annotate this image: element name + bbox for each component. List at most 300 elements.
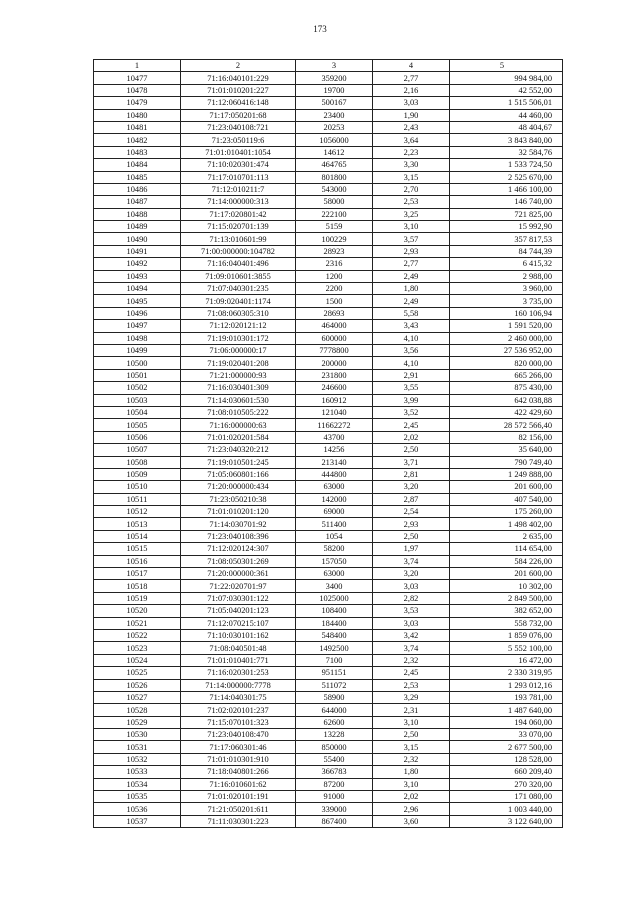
row-number-cell: 10486 <box>94 183 181 195</box>
rate-cell: 2,02 <box>373 431 450 443</box>
rate-cell: 2,45 <box>373 419 450 431</box>
area-cell: 200000 <box>296 357 373 369</box>
table-row <box>94 134 563 146</box>
area-cell: 43700 <box>296 431 373 443</box>
row-number-cell: 10503 <box>94 394 181 406</box>
cadastral-number-cell: 71:13:010601:99 <box>181 233 296 245</box>
row-number-cell: 10502 <box>94 382 181 394</box>
area-cell: 359200 <box>296 72 373 84</box>
row-number-cell: 10531 <box>94 741 181 753</box>
cadastral-number-cell: 71:14:040301:75 <box>181 691 296 703</box>
table-row <box>94 741 563 753</box>
row-number-cell: 10524 <box>94 654 181 666</box>
cadastral-number-cell: 71:23:040108:396 <box>181 530 296 542</box>
table-row <box>94 320 563 332</box>
value-cell: 175 260,00 <box>450 506 563 518</box>
rate-cell: 3,74 <box>373 642 450 654</box>
area-cell: 366783 <box>296 766 373 778</box>
cadastral-number-cell: 71:16:040401:496 <box>181 258 296 270</box>
area-cell: 1500 <box>296 295 373 307</box>
cadastral-number-cell: 71:21:000000:93 <box>181 369 296 381</box>
table-row <box>94 456 563 468</box>
table-body <box>94 72 563 828</box>
value-cell: 357 817,53 <box>450 233 563 245</box>
row-number-cell: 10517 <box>94 568 181 580</box>
rate-cell: 2,02 <box>373 791 450 803</box>
row-number-cell: 10528 <box>94 704 181 716</box>
area-cell: 511400 <box>296 518 373 530</box>
table-row <box>94 159 563 171</box>
cadastral-number-cell: 71:20:000000:434 <box>181 481 296 493</box>
cadastral-number-cell: 71:15:070101:323 <box>181 716 296 728</box>
cadastral-number-cell: 71:23:050119:6 <box>181 134 296 146</box>
row-number-cell: 10508 <box>94 456 181 468</box>
rate-cell: 2,77 <box>373 72 450 84</box>
area-cell: 7100 <box>296 654 373 666</box>
header-row <box>94 60 563 72</box>
cadastral-number-cell: 71:14:000000:7778 <box>181 679 296 691</box>
cadastral-number-cell: 71:12:020124:307 <box>181 543 296 555</box>
cadastral-number-cell: 71:12:070215:107 <box>181 617 296 629</box>
area-cell: 62600 <box>296 716 373 728</box>
row-number-cell: 10496 <box>94 307 181 319</box>
rate-cell: 1,90 <box>373 109 450 121</box>
value-cell: 10 302,00 <box>450 580 563 592</box>
data-table <box>93 59 563 828</box>
area-cell: 87200 <box>296 778 373 790</box>
table-row <box>94 357 563 369</box>
rate-cell: 3,60 <box>373 815 450 827</box>
rate-cell: 2,50 <box>373 729 450 741</box>
rate-cell: 2,50 <box>373 444 450 456</box>
table-row <box>94 84 563 96</box>
cadastral-number-cell: 71:08:050301:269 <box>181 555 296 567</box>
rate-cell: 2,93 <box>373 518 450 530</box>
table-row <box>94 815 563 827</box>
value-cell: 27 536 952,00 <box>450 344 563 356</box>
value-cell: 194 060,00 <box>450 716 563 728</box>
rate-cell: 2,70 <box>373 183 450 195</box>
row-number-cell: 10525 <box>94 667 181 679</box>
rate-cell: 3,15 <box>373 741 450 753</box>
value-cell: 1 466 100,00 <box>450 183 563 195</box>
value-cell: 114 654,00 <box>450 543 563 555</box>
row-number-cell: 10526 <box>94 679 181 691</box>
row-number-cell: 10489 <box>94 221 181 233</box>
value-cell: 16 472,00 <box>450 654 563 666</box>
table-row <box>94 568 563 580</box>
row-number-cell: 10514 <box>94 530 181 542</box>
area-cell: 14612 <box>296 146 373 158</box>
area-cell: 1054 <box>296 530 373 542</box>
rate-cell: 3,29 <box>373 691 450 703</box>
value-cell: 820 000,00 <box>450 357 563 369</box>
rate-cell: 1,80 <box>373 283 450 295</box>
value-cell: 642 038,88 <box>450 394 563 406</box>
value-cell: 1 249 888,00 <box>450 468 563 480</box>
value-cell: 3 735,00 <box>450 295 563 307</box>
value-cell: 1 003 440,00 <box>450 803 563 815</box>
cadastral-number-cell: 71:23:050210:38 <box>181 493 296 505</box>
row-number-cell: 10519 <box>94 592 181 604</box>
rate-cell: 2,16 <box>373 84 450 96</box>
row-number-cell: 10478 <box>94 84 181 96</box>
row-number-cell: 10479 <box>94 97 181 109</box>
cadastral-number-cell: 71:19:010301:172 <box>181 332 296 344</box>
table-row <box>94 258 563 270</box>
table-row <box>94 642 563 654</box>
rate-cell: 3,42 <box>373 629 450 641</box>
rate-cell: 2,96 <box>373 803 450 815</box>
row-number-cell: 10518 <box>94 580 181 592</box>
column-header-1: 1 <box>94 60 181 72</box>
cadastral-number-cell: 71:00:000000:104782 <box>181 245 296 257</box>
area-cell: 2316 <box>296 258 373 270</box>
rate-cell: 2,53 <box>373 679 450 691</box>
value-cell: 422 429,60 <box>450 406 563 418</box>
area-cell: 28693 <box>296 307 373 319</box>
row-number-cell: 10537 <box>94 815 181 827</box>
area-cell: 14256 <box>296 444 373 456</box>
value-cell: 790 749,40 <box>450 456 563 468</box>
value-cell: 35 640,00 <box>450 444 563 456</box>
row-number-cell: 10484 <box>94 159 181 171</box>
row-number-cell: 10530 <box>94 729 181 741</box>
rate-cell: 3,20 <box>373 481 450 493</box>
value-cell: 84 744,39 <box>450 245 563 257</box>
row-number-cell: 10535 <box>94 791 181 803</box>
row-number-cell: 10500 <box>94 357 181 369</box>
cadastral-number-cell: 71:01:010201:227 <box>181 84 296 96</box>
table-row <box>94 691 563 703</box>
rate-cell: 2,32 <box>373 753 450 765</box>
area-cell: 543000 <box>296 183 373 195</box>
rate-cell: 3,20 <box>373 568 450 580</box>
rate-cell: 2,91 <box>373 369 450 381</box>
column-header-5: 5 <box>450 60 563 72</box>
area-cell: 91000 <box>296 791 373 803</box>
table-row <box>94 72 563 84</box>
rate-cell: 4,10 <box>373 332 450 344</box>
area-cell: 222100 <box>296 208 373 220</box>
table-row <box>94 283 563 295</box>
cadastral-number-cell: 71:19:010501:245 <box>181 456 296 468</box>
value-cell: 146 740,00 <box>450 196 563 208</box>
rate-cell: 3,10 <box>373 221 450 233</box>
column-header-4: 4 <box>373 60 450 72</box>
table-row <box>94 543 563 555</box>
rate-cell: 3,25 <box>373 208 450 220</box>
value-cell: 193 781,00 <box>450 691 563 703</box>
area-cell: 1025000 <box>296 592 373 604</box>
area-cell: 213140 <box>296 456 373 468</box>
area-cell: 511072 <box>296 679 373 691</box>
rate-cell: 3,64 <box>373 134 450 146</box>
table-row <box>94 97 563 109</box>
table-row <box>94 109 563 121</box>
row-number-cell: 10480 <box>94 109 181 121</box>
cadastral-number-cell: 71:08:040501:48 <box>181 642 296 654</box>
table-row <box>94 629 563 641</box>
value-cell: 660 209,40 <box>450 766 563 778</box>
table-row <box>94 716 563 728</box>
rate-cell: 1,80 <box>373 766 450 778</box>
area-cell: 1200 <box>296 270 373 282</box>
value-cell: 15 992,90 <box>450 221 563 233</box>
table-row <box>94 307 563 319</box>
table-row <box>94 654 563 666</box>
cadastral-number-cell: 71:12:060416:148 <box>181 97 296 109</box>
rate-cell: 2,43 <box>373 121 450 133</box>
value-cell: 2 849 500,00 <box>450 592 563 604</box>
value-cell: 28 572 566,40 <box>450 419 563 431</box>
table-row <box>94 679 563 691</box>
cadastral-number-cell: 71:17:060301:46 <box>181 741 296 753</box>
rate-cell: 3,43 <box>373 320 450 332</box>
cadastral-number-cell: 71:10:020301:474 <box>181 159 296 171</box>
table-row <box>94 617 563 629</box>
rate-cell: 2,53 <box>373 196 450 208</box>
row-number-cell: 10512 <box>94 506 181 518</box>
value-cell: 1 859 076,00 <box>450 629 563 641</box>
rate-cell: 3,52 <box>373 406 450 418</box>
cadastral-number-cell: 71:05:040201:123 <box>181 605 296 617</box>
row-number-cell: 10527 <box>94 691 181 703</box>
row-number-cell: 10495 <box>94 295 181 307</box>
cadastral-number-cell: 71:07:030301:122 <box>181 592 296 604</box>
value-cell: 2 677 500,00 <box>450 741 563 753</box>
table-row <box>94 419 563 431</box>
value-cell: 33 070,00 <box>450 729 563 741</box>
rate-cell: 2,49 <box>373 270 450 282</box>
rate-cell: 3,55 <box>373 382 450 394</box>
row-number-cell: 10516 <box>94 555 181 567</box>
table-row <box>94 332 563 344</box>
row-number-cell: 10494 <box>94 283 181 295</box>
row-number-cell: 10492 <box>94 258 181 270</box>
area-cell: 339000 <box>296 803 373 815</box>
table-row <box>94 530 563 542</box>
value-cell: 3 960,00 <box>450 283 563 295</box>
area-cell: 63000 <box>296 481 373 493</box>
rate-cell: 3,03 <box>373 580 450 592</box>
row-number-cell: 10487 <box>94 196 181 208</box>
value-cell: 6 415,32 <box>450 258 563 270</box>
area-cell: 20253 <box>296 121 373 133</box>
area-cell: 7778800 <box>296 344 373 356</box>
area-cell: 246600 <box>296 382 373 394</box>
rate-cell: 4,10 <box>373 357 450 369</box>
column-header-3: 3 <box>296 60 373 72</box>
cadastral-number-cell: 71:17:050201:68 <box>181 109 296 121</box>
table-row <box>94 753 563 765</box>
table-row <box>94 171 563 183</box>
rate-cell: 2,23 <box>373 146 450 158</box>
table-row <box>94 183 563 195</box>
rate-cell: 3,99 <box>373 394 450 406</box>
cadastral-number-cell: 71:16:020301:253 <box>181 667 296 679</box>
area-cell: 5159 <box>296 221 373 233</box>
rate-cell: 3,10 <box>373 778 450 790</box>
row-number-cell: 10533 <box>94 766 181 778</box>
table-row <box>94 245 563 257</box>
cadastral-number-cell: 71:02:020101:237 <box>181 704 296 716</box>
value-cell: 201 600,00 <box>450 481 563 493</box>
page-number: 173 <box>313 24 327 34</box>
cadastral-number-cell: 71:01:010401:1054 <box>181 146 296 158</box>
table-row <box>94 803 563 815</box>
area-cell: 951151 <box>296 667 373 679</box>
row-number-cell: 10497 <box>94 320 181 332</box>
cadastral-number-cell: 71:11:030301:223 <box>181 815 296 827</box>
value-cell: 160 106,94 <box>450 307 563 319</box>
cadastral-number-cell: 71:23:040108:470 <box>181 729 296 741</box>
table-row <box>94 121 563 133</box>
table-row <box>94 221 563 233</box>
row-number-cell: 10490 <box>94 233 181 245</box>
cadastral-number-cell: 71:01:010401:771 <box>181 654 296 666</box>
row-number-cell: 10520 <box>94 605 181 617</box>
area-cell: 58000 <box>296 196 373 208</box>
area-cell: 142000 <box>296 493 373 505</box>
table-row <box>94 667 563 679</box>
rate-cell: 2,49 <box>373 295 450 307</box>
row-number-cell: 10485 <box>94 171 181 183</box>
cadastral-number-cell: 71:16:000000:63 <box>181 419 296 431</box>
table-row <box>94 729 563 741</box>
rate-cell: 2,32 <box>373 654 450 666</box>
table-row <box>94 369 563 381</box>
area-cell: 55400 <box>296 753 373 765</box>
cadastral-number-cell: 71:06:000000:17 <box>181 344 296 356</box>
row-number-cell: 10505 <box>94 419 181 431</box>
column-header-2: 2 <box>181 60 296 72</box>
row-number-cell: 10498 <box>94 332 181 344</box>
row-number-cell: 10491 <box>94 245 181 257</box>
cadastral-number-cell: 71:17:010701:113 <box>181 171 296 183</box>
table-row <box>94 704 563 716</box>
value-cell: 1 515 506,01 <box>450 97 563 109</box>
cadastral-number-cell: 71:01:020101:191 <box>181 791 296 803</box>
value-cell: 875 430,00 <box>450 382 563 394</box>
rate-cell: 2,82 <box>373 592 450 604</box>
row-number-cell: 10510 <box>94 481 181 493</box>
row-number-cell: 10515 <box>94 543 181 555</box>
cadastral-number-cell: 71:22:020701:97 <box>181 580 296 592</box>
row-number-cell: 10507 <box>94 444 181 456</box>
cadastral-number-cell: 71:05:060801:166 <box>181 468 296 480</box>
area-cell: 600000 <box>296 332 373 344</box>
rate-cell: 2,93 <box>373 245 450 257</box>
table-row <box>94 431 563 443</box>
row-number-cell: 10511 <box>94 493 181 505</box>
value-cell: 382 652,00 <box>450 605 563 617</box>
row-number-cell: 10523 <box>94 642 181 654</box>
table-row <box>94 518 563 530</box>
value-cell: 128 528,00 <box>450 753 563 765</box>
area-cell: 28923 <box>296 245 373 257</box>
table-row <box>94 580 563 592</box>
value-cell: 3 122 640,00 <box>450 815 563 827</box>
row-number-cell: 10493 <box>94 270 181 282</box>
table-row <box>94 444 563 456</box>
row-number-cell: 10529 <box>94 716 181 728</box>
area-cell: 23400 <box>296 109 373 121</box>
area-cell: 464765 <box>296 159 373 171</box>
table-row <box>94 481 563 493</box>
rate-cell: 3,57 <box>373 233 450 245</box>
value-cell: 1 487 640,00 <box>450 704 563 716</box>
value-cell: 994 984,00 <box>450 72 563 84</box>
cadastral-number-cell: 71:21:050201:611 <box>181 803 296 815</box>
rate-cell: 5,58 <box>373 307 450 319</box>
cadastral-number-cell: 71:16:030401:309 <box>181 382 296 394</box>
value-cell: 44 460,00 <box>450 109 563 121</box>
cadastral-number-cell: 71:12:020121:12 <box>181 320 296 332</box>
row-number-cell: 10504 <box>94 406 181 418</box>
rate-cell: 3,10 <box>373 716 450 728</box>
cadastral-number-cell: 71:14:030601:530 <box>181 394 296 406</box>
row-number-cell: 10534 <box>94 778 181 790</box>
table-row <box>94 270 563 282</box>
value-cell: 171 080,00 <box>450 791 563 803</box>
rate-cell: 2,87 <box>373 493 450 505</box>
value-cell: 3 843 840,00 <box>450 134 563 146</box>
table-row <box>94 605 563 617</box>
cadastral-number-cell: 71:09:010601:3855 <box>181 270 296 282</box>
row-number-cell: 10481 <box>94 121 181 133</box>
value-cell: 2 460 000,00 <box>450 332 563 344</box>
cadastral-number-cell: 71:23:040320:212 <box>181 444 296 456</box>
value-cell: 32 584,76 <box>450 146 563 158</box>
table-row <box>94 146 563 158</box>
value-cell: 1 293 012,16 <box>450 679 563 691</box>
rate-cell: 2,54 <box>373 506 450 518</box>
value-cell: 82 156,00 <box>450 431 563 443</box>
cadastral-number-cell: 71:23:040108:721 <box>181 121 296 133</box>
area-cell: 464000 <box>296 320 373 332</box>
rate-cell: 3,15 <box>373 171 450 183</box>
rate-cell: 2,81 <box>373 468 450 480</box>
value-cell: 270 320,00 <box>450 778 563 790</box>
table-row <box>94 406 563 418</box>
area-cell: 184400 <box>296 617 373 629</box>
cadastral-number-cell: 71:01:020201:584 <box>181 431 296 443</box>
area-cell: 2200 <box>296 283 373 295</box>
row-number-cell: 10532 <box>94 753 181 765</box>
cadastral-number-cell: 71:20:000000:361 <box>181 568 296 580</box>
value-cell: 721 825,00 <box>450 208 563 220</box>
area-cell: 100229 <box>296 233 373 245</box>
row-number-cell: 10477 <box>94 72 181 84</box>
row-number-cell: 10521 <box>94 617 181 629</box>
cadastral-number-cell: 71:16:010601:62 <box>181 778 296 790</box>
row-number-cell: 10522 <box>94 629 181 641</box>
row-number-cell: 10509 <box>94 468 181 480</box>
area-cell: 108400 <box>296 605 373 617</box>
table-row <box>94 233 563 245</box>
area-cell: 1056000 <box>296 134 373 146</box>
area-cell: 121040 <box>296 406 373 418</box>
value-cell: 2 635,00 <box>450 530 563 542</box>
table-row <box>94 382 563 394</box>
rate-cell: 3,03 <box>373 617 450 629</box>
area-cell: 58900 <box>296 691 373 703</box>
row-number-cell: 10483 <box>94 146 181 158</box>
area-cell: 867400 <box>296 815 373 827</box>
table-row <box>94 778 563 790</box>
table-row <box>94 791 563 803</box>
